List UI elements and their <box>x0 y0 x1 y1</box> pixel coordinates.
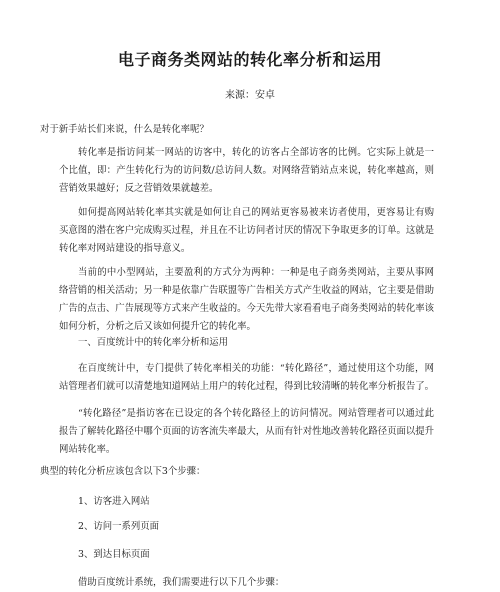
paragraph-conversion-path-feature: 在百度统计中，专门提供了转化率相关的功能：“转化路径”，通过使用这个功能，网站管理者们就可以清楚地知道网站上用户的转化过程，得到比较清晰的转化率分析报告了。 <box>59 363 435 392</box>
step-item: 1、访客进入网站 <box>78 496 150 507</box>
step-item: 3、到达目标页面 <box>78 549 150 560</box>
intro-question: 对于新手站长们来说，什么是转化率呢？ <box>40 124 209 135</box>
section-heading: 一、百度统计中的转化率分析和运用 <box>78 337 229 348</box>
paragraph-conversion-path-definition: “转化路径”是指访客在已设定的各个转化路径上的访问情况。网站管理者可以通过此报告了解转化路径中哪个页面的访客流失率最大，从而有针对性地改善转化路径页面以提升网站转化率。 <box>59 408 435 455</box>
step-item: 2、访问一系列页面 <box>78 521 159 532</box>
document-source: 来源：安卓 <box>225 90 275 101</box>
steps-intro: 典型的转化分析应该包含以下3个步骤： <box>40 466 206 477</box>
paragraph-site-types: 当前的中小型网站，主要盈利的方式分为两种：一种是电子商务类网站，主要从事网络营销的相关活动；另一种是依靠广告联盟等广告相关方式产生收益的网站，它主要是借助广告的点击、广告展现等方式来产生收益的。今天先带大家看看电子商务类网站的转化率该如何分析，分析之后又该如何提升它的转化率。 <box>59 267 435 332</box>
document-title: 电子商务类网站的转化率分析和运用 <box>117 50 382 69</box>
paragraph-improve-conversion: 如何提高网站转化率其实就是如何让自己的网站更容易被来访者使用，更容易让有购买意图的潜在客户完成购买过程，并且在不让访问者讨厌的情况下争取更多的订单。这就是转化率对网站建设的指导意义。 <box>59 207 435 254</box>
paragraph-definition: 转化率是指访问某一网站的访客中，转化的访客占全部访客的比例。它实际上就是一个比值，即：产生转化行为的访问数/总访问人数。对网络营销站点来说，转化率越高，则营销效果越好；反之营销效果就越差。 <box>59 147 434 194</box>
closing-line: 借助百度统计系统，我们需要进行以下几个步骤： <box>78 577 285 588</box>
